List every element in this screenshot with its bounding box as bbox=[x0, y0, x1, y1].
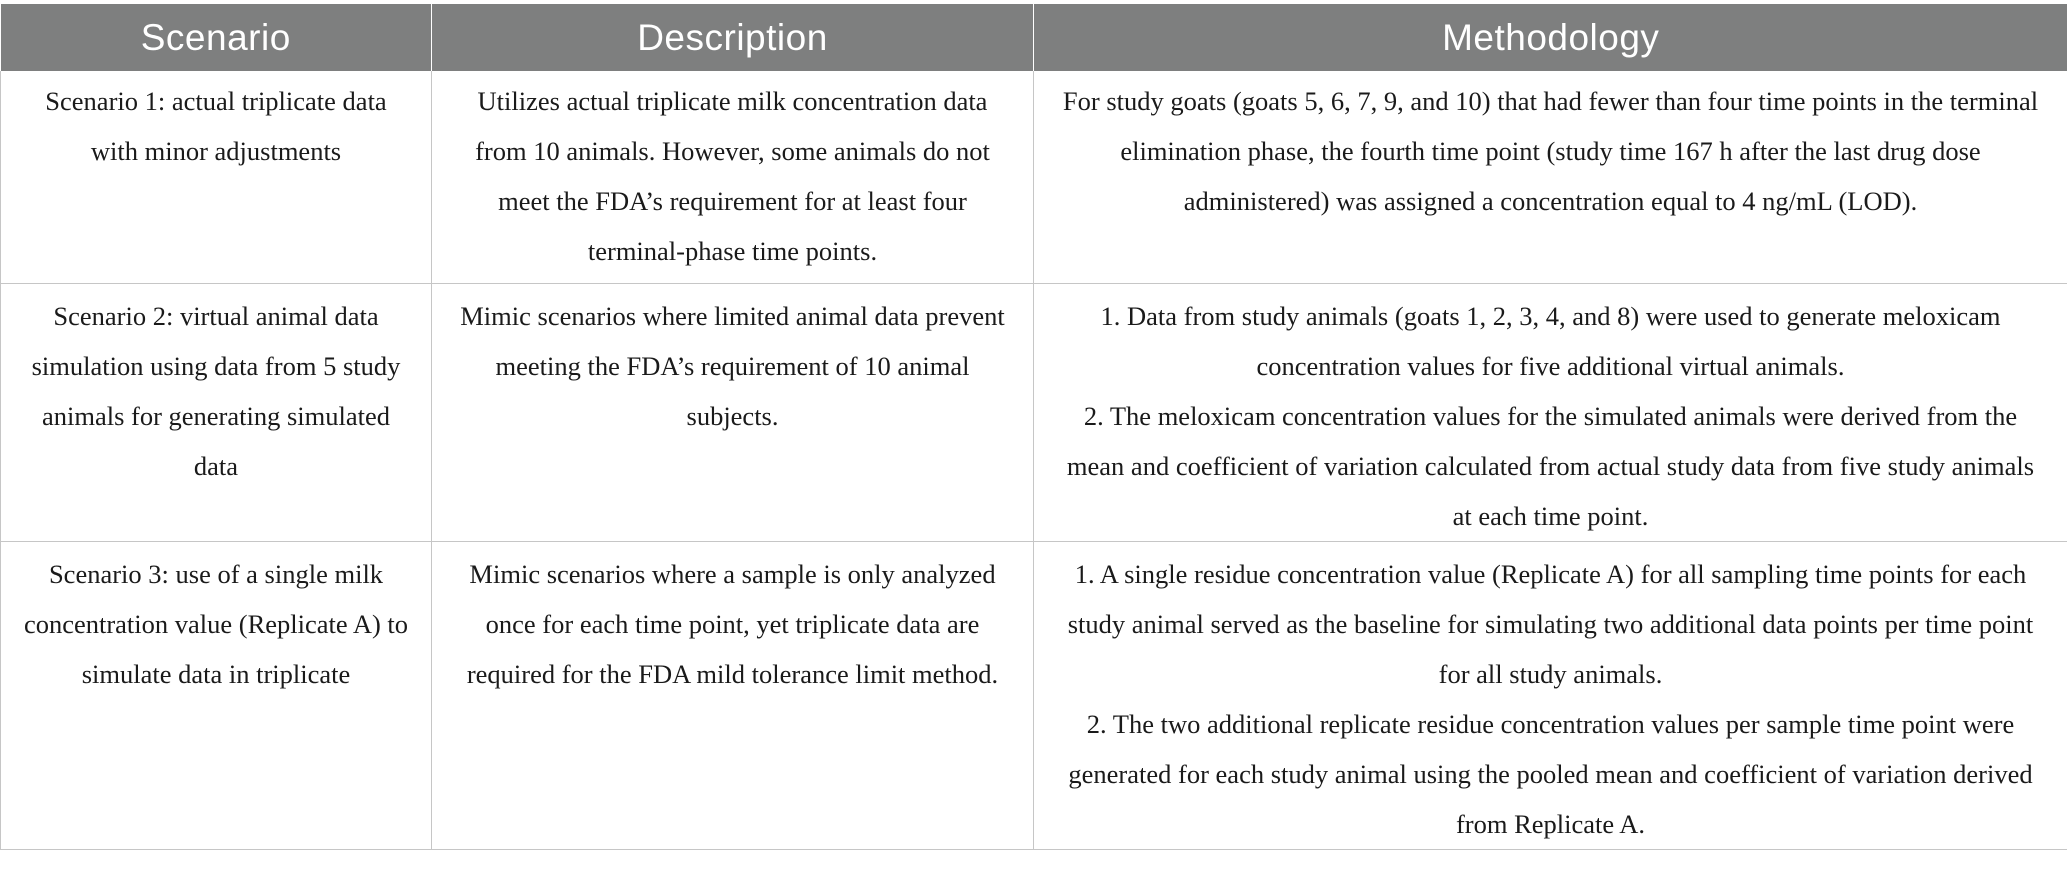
methodology-step: 2. The two additional replicate residue concentration values per sample time point were generated for each study animal using the pooled mean and coefficient of variation derived from Replicate A. bbox=[1068, 708, 2033, 839]
methodology-cell bbox=[1034, 283, 2067, 541]
methodology-cell bbox=[1034, 71, 2067, 283]
column-header-description: Description bbox=[432, 4, 1034, 71]
table-row bbox=[1, 283, 2067, 541]
scenario-cell: Scenario 3: use of a single milk concentration value (Replicate A) to simulate data in triplicate bbox=[1, 541, 432, 849]
methodology-step: 2. The meloxicam concentration values for the simulated animals were derived from the mean and coefficient of variation calculated from actual study data from five study animals at each time point. bbox=[1066, 400, 2035, 531]
column-header-methodology: Methodology bbox=[1034, 4, 2067, 71]
scenario-cell: Scenario 2: virtual animal data simulation using data from 5 study animals for generating simulated data bbox=[1, 283, 432, 541]
methodology-step: 1. A single residue concentration value (Replicate A) for all sampling time points for each study animal served as the baseline for simulating two additional data points per time point for all study animals. bbox=[1067, 558, 2034, 689]
scenario-cell: Scenario 1: actual triplicate data with minor adjustments bbox=[1, 71, 432, 283]
column-header-scenario: Scenario bbox=[1, 4, 432, 71]
table-row bbox=[1, 71, 2067, 283]
scenario-table bbox=[0, 4, 2067, 850]
scenario-table-container bbox=[0, 4, 2067, 850]
table-header-row bbox=[1, 4, 2067, 71]
table-row bbox=[1, 541, 2067, 849]
methodology-step: For study goats (goats 5, 6, 7, 9, and 10) that had fewer than four time points in the terminal elimination phase, the fourth time point (study time 167 h after the last drug dose administered) was assigned a concentration equal to 4 ng/mL (LOD). bbox=[1062, 86, 2039, 216]
description-cell: Mimic scenarios where limited animal data prevent meeting the FDA’s requirement of 10 animal subjects. bbox=[432, 283, 1034, 541]
description-cell: Mimic scenarios where a sample is only analyzed once for each time point, yet triplicate data are required for the FDA mild tolerance limit method. bbox=[432, 541, 1034, 849]
description-cell: Utilizes actual triplicate milk concentration data from 10 animals. However, some animals do not meet the FDA’s requirement for at least four terminal-phase time points. bbox=[432, 71, 1034, 283]
methodology-cell bbox=[1034, 541, 2067, 849]
methodology-step: 1. Data from study animals (goats 1, 2, 3, 4, and 8) were used to generate meloxicam concentration values for five additional virtual animals. bbox=[1100, 300, 2001, 381]
